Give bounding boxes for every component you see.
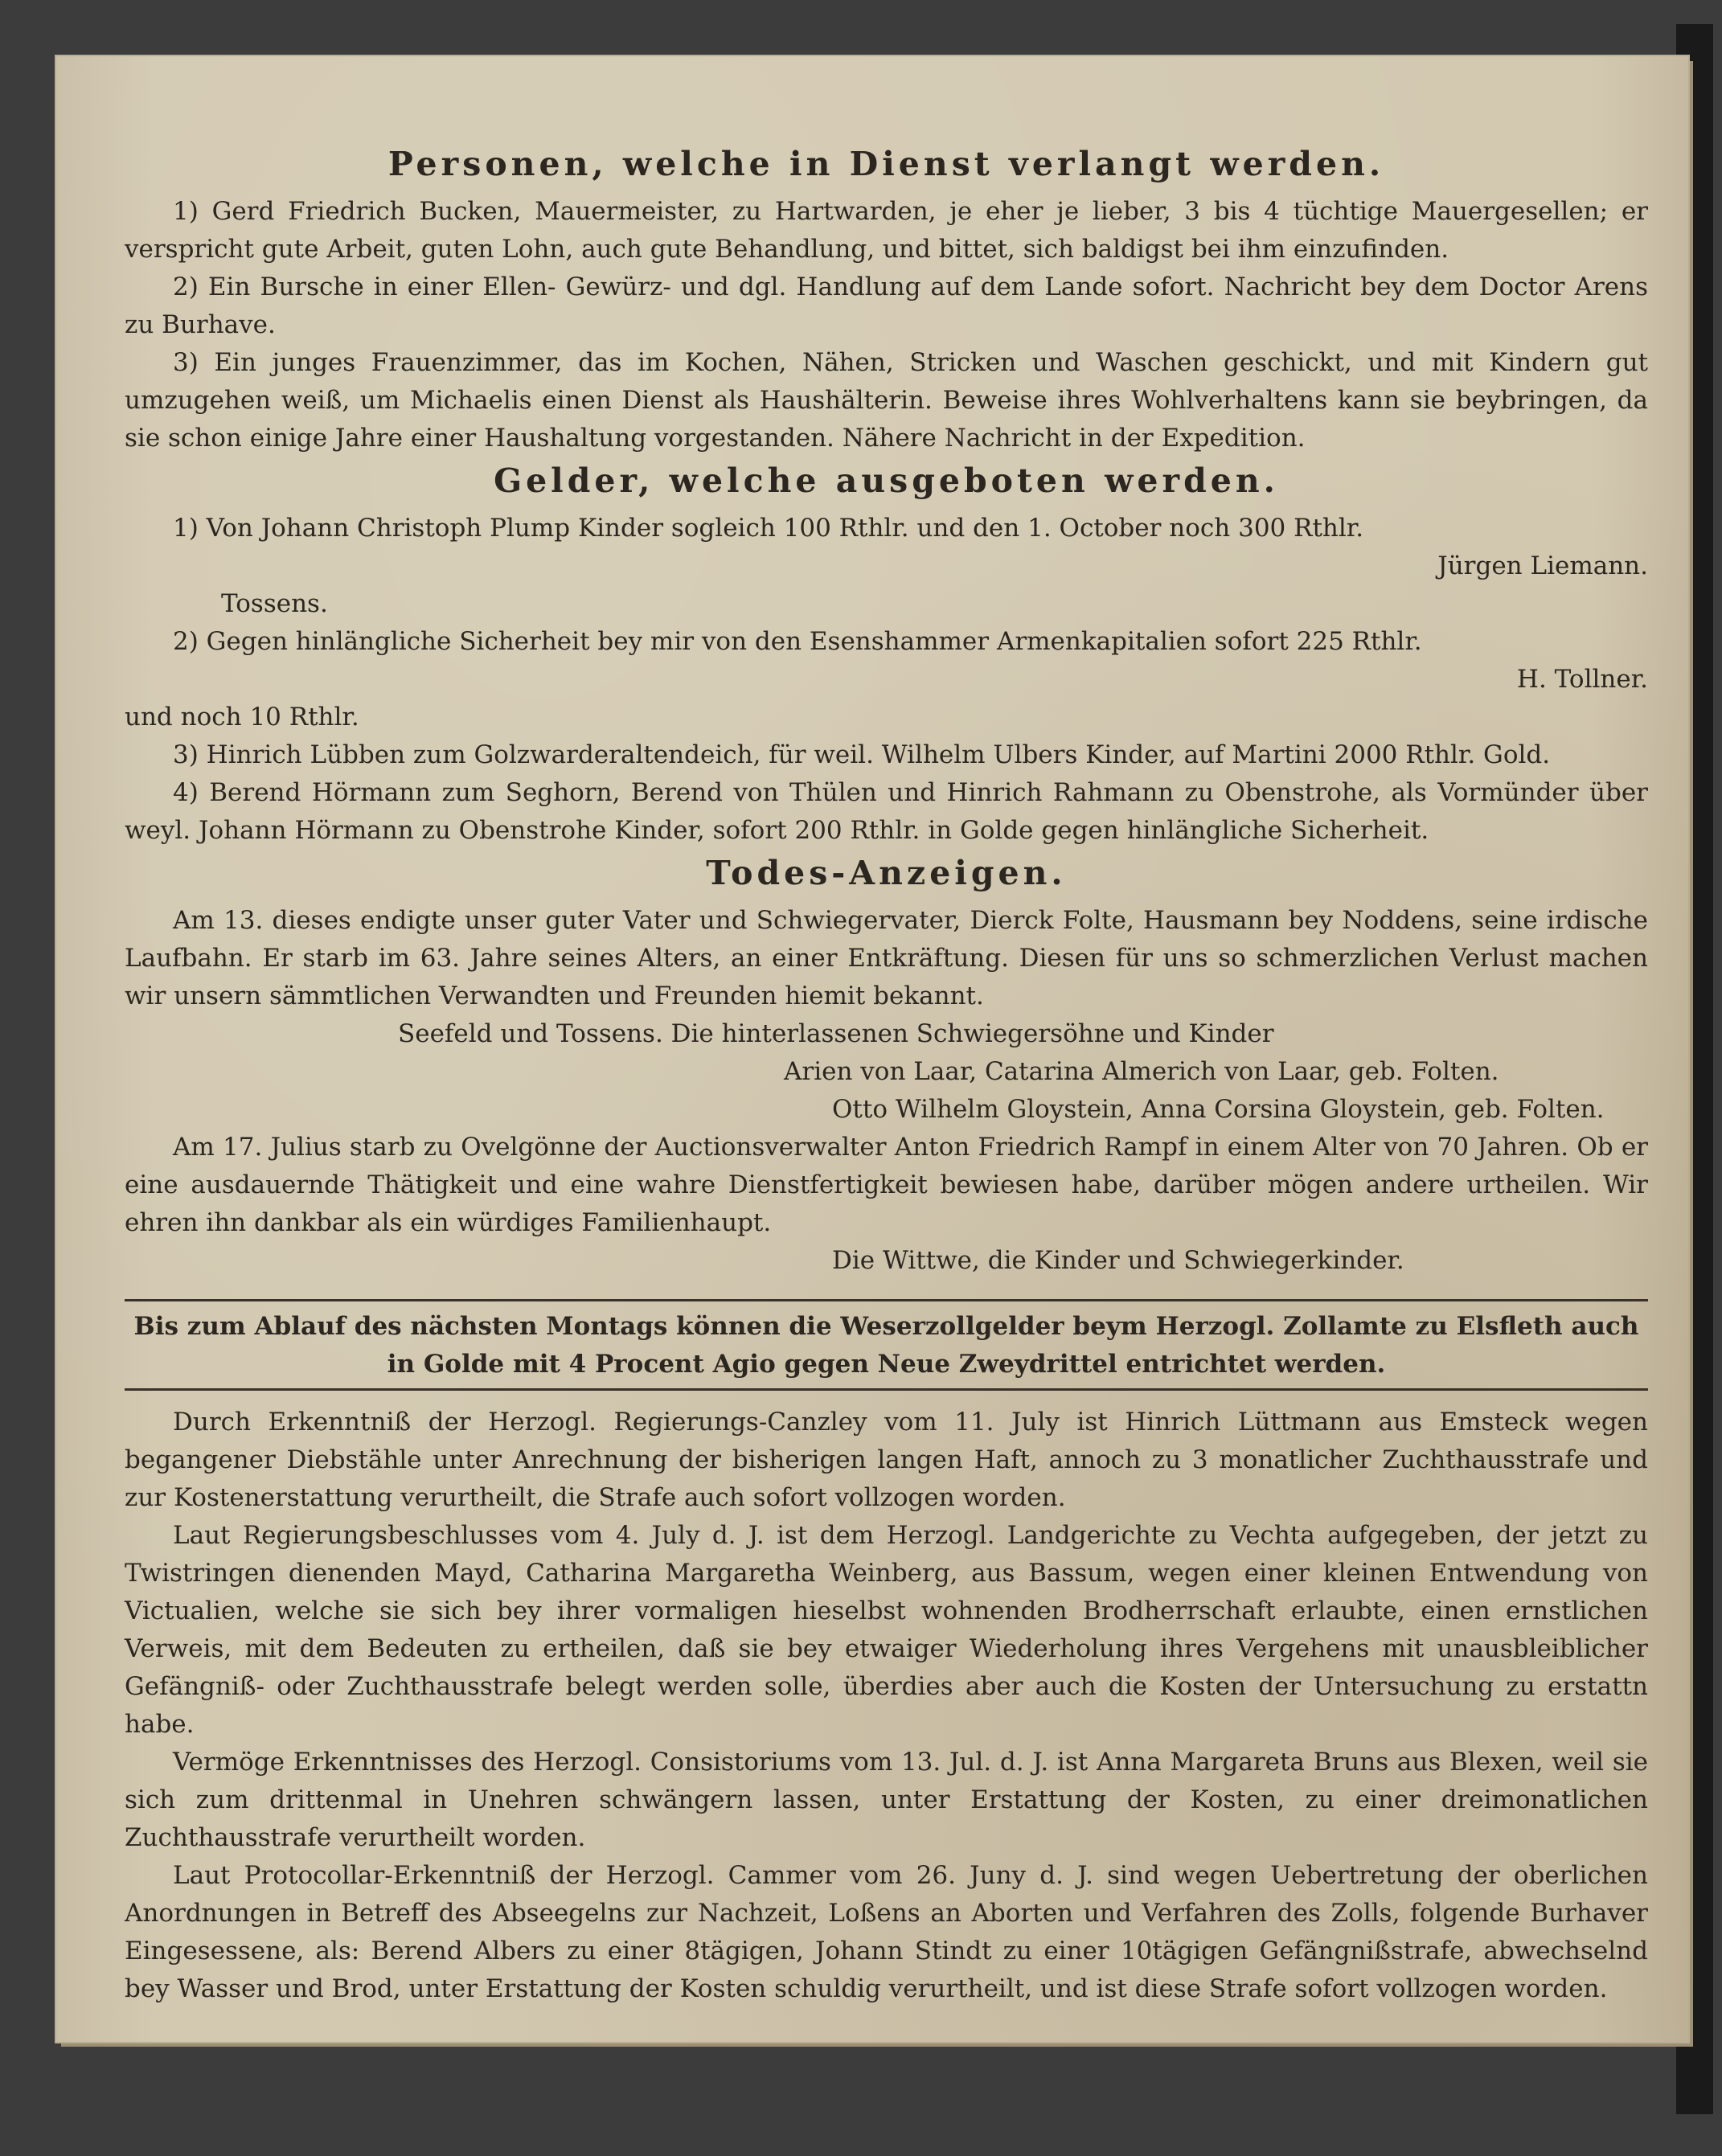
- court-notice-1: Durch Erkenntniß der Herzogl. Regierungs-Canzley vom 11. July ist Hinrich Lüttmann aus Emsteck wegen begangener Diebstähle unter Anrechnung der bisherigen langen Haft, annoch zu 3 monatlicher Zuchthausstrafe und zur Kostenerstattung verurtheilt, die Strafe auch sofort vollzogen worden.: [125, 1408, 1648, 1512]
- court-notice-2: Laut Regierungsbeschlusses vom 4. July d. J. ist dem Herzogl. Landgerichte zu Vechta aufgegeben, der jetzt zu Twistringen dienenden Mayd, Catharina Margaretha Weinberg, aus Bassum, wegen einer kleinen Entwendung von Victualien, welche sie sich bey ihrer vormaligen hieselbst wohnenden Brodherrschaft erlaubte, einen ernstlichen Verweis, mit dem Bedeuten zu ertheilen, daß sie bey etwaiger Wiederholung ihres Vergehens mit unausbleiblicher Gefängniß- oder Zuchthausstrafe belegt werden solle, überdies aber auch die Kosten der Untersuchung zu erstattn habe.: [125, 1521, 1648, 1739]
- money-entry-2-signature: H. Tollner.: [1516, 665, 1648, 694]
- money-entry-2-continuation: und noch 10 Rthlr.: [125, 703, 359, 732]
- money-entry-1-place: Tossens.: [221, 589, 328, 618]
- customs-notice-line-1: Bis zum Ablauf des nächsten Montags können die Weserzollgelder beym Herzogl. Zollamte zu Elsfleth auch: [133, 1312, 1639, 1341]
- court-notice-3: Vermöge Erkenntnisses des Herzogl. Consistoriums vom 13. Jul. d. J. ist Anna Margareta Bruns aus Blexen, weil sie sich zum drittenmal in Unehren schwängern lassen, unter Erstattung der Kosten, zu einer dreimonatlichen Zuchthausstrafe verurtheilt worden.: [125, 1748, 1648, 1852]
- death-notice-2: Am 17. Julius starb zu Ovelgönne der Auctionsverwalter Anton Friedrich Rampf in einem Alter von 70 Jahren. Ob er eine ausdauernde Thätigkeit und eine wahre Dienstfertigkeit bewiesen habe, darüber mögen andere urtheilen. Wir ehren ihn dankbar als ein würdiges Familienhaupt.: [125, 1133, 1648, 1237]
- service-entry-1: 1) Gerd Friedrich Bucken, Mauermeister, zu Hartwarden, je eher je lieber, 3 bis 4 tüchtige Mauergesellen; er verspricht gute Arbeit, guten Lohn, auch gute Behandlung, und bittet, sich baldigst bei ihm einzufinden.: [125, 197, 1648, 264]
- money-entry-2: 2) Gegen hinlängliche Sicherheit bey mir von den Esenshammer Armenkapitalien sofort 225 Rthlr.: [173, 627, 1422, 656]
- service-entry-2: 2) Ein Bursche in einer Ellen- Gewürz- und dgl. Handlung auf dem Lande sofort. Nachricht bey dem Doctor Arens zu Burhave.: [125, 273, 1648, 339]
- money-entry-4: 4) Berend Hörmann zum Seghorn, Berend von Thülen und Hinrich Rahmann zu Obenstrohe, als Vormünder über weyl. Johann Hörmann zu Obenstrohe Kinder, sofort 200 Rthlr. in Golde gegen hinlängliche Sicherheit.: [125, 778, 1648, 845]
- death-notice-2-signature: Die Wittwe, die Kinder und Schwiegerkinder.: [832, 1246, 1404, 1275]
- death-notice-1-signature-3: Otto Wilhelm Gloystein, Anna Corsina Gloystein, geb. Folten.: [832, 1095, 1605, 1124]
- customs-notice-box: [125, 1299, 1648, 1391]
- money-entry-3: 3) Hinrich Lübben zum Golzwarderaltendeich, für weil. Wilhelm Ulbers Kinder, auf Martini 2000 Rthlr. Gold.: [173, 740, 1551, 769]
- service-entry-3: 3) Ein junges Frauenzimmer, das im Kochen, Nähen, Stricken und Waschen geschickt, und mit Kindern gut umzugehen weiß, um Michaelis einen Dienst als Haushälterin. Beweise ihres Wohlverhaltens kann sie beybringen, da sie schon einige Jahre einer Haushaltung vorgestanden. Nähere Nachricht in der Expedition.: [125, 348, 1648, 453]
- money-entry-1: 1) Von Johann Christoph Plump Kinder sogleich 100 Rthlr. und den 1. October noch 300 Rthlr.: [173, 514, 1364, 543]
- section-heading-money: Gelder, welche ausgeboten werden.: [494, 461, 1279, 500]
- death-notice-1-signature-2: Arien von Laar, Catarina Almerich von Laar, geb. Folten.: [784, 1057, 1499, 1086]
- money-entry-1-signature: Jürgen Liemann.: [1437, 551, 1648, 580]
- page-content: [125, 141, 1648, 2008]
- death-notice-1-signature-1: Seefeld und Tossens. Die hinterlassenen Schwiegersöhne und Kinder: [398, 1019, 1274, 1048]
- section-heading-deaths: Todes-Anzeigen.: [706, 854, 1067, 892]
- death-notice-1: Am 13. dieses endigte unser guter Vater und Schwiegervater, Dierck Folte, Hausmann bey Noddens, seine irdische Laufbahn. Er starb im 63. Jahre seines Alters, an einer Entkräftung. Diesen für uns so schmerzlichen Verlust machen wir unsern sämmtlichen Verwandten und Freunden hiemit bekannt.: [125, 906, 1648, 1010]
- court-notice-4: Laut Protocollar-Erkenntniß der Herzogl. Cammer vom 26. Juny d. J. sind wegen Uebertretung der oberlichen Anordnungen in Betreff des Abseegelns zur Nachzeit, Loßens an Aborten und Verfahren des Zolls, folgende Burhaver Eingesessene, als: Berend Albers zu einer 8tägigen, Johann Stindt zu einer 10tägigen Gefängnißstrafe, abwechselnd bey Wasser und Brod, unter Erstattung der Kosten schuldig verurtheilt, und ist diese Strafe sofort vollzogen worden.: [125, 1861, 1648, 2003]
- customs-notice-line-2: in Golde mit 4 Procent Agio gegen Neue Zweydrittel entrichtet werden.: [387, 1350, 1386, 1379]
- section-heading-services: Personen, welche in Dienst verlangt werden.: [387, 145, 1385, 183]
